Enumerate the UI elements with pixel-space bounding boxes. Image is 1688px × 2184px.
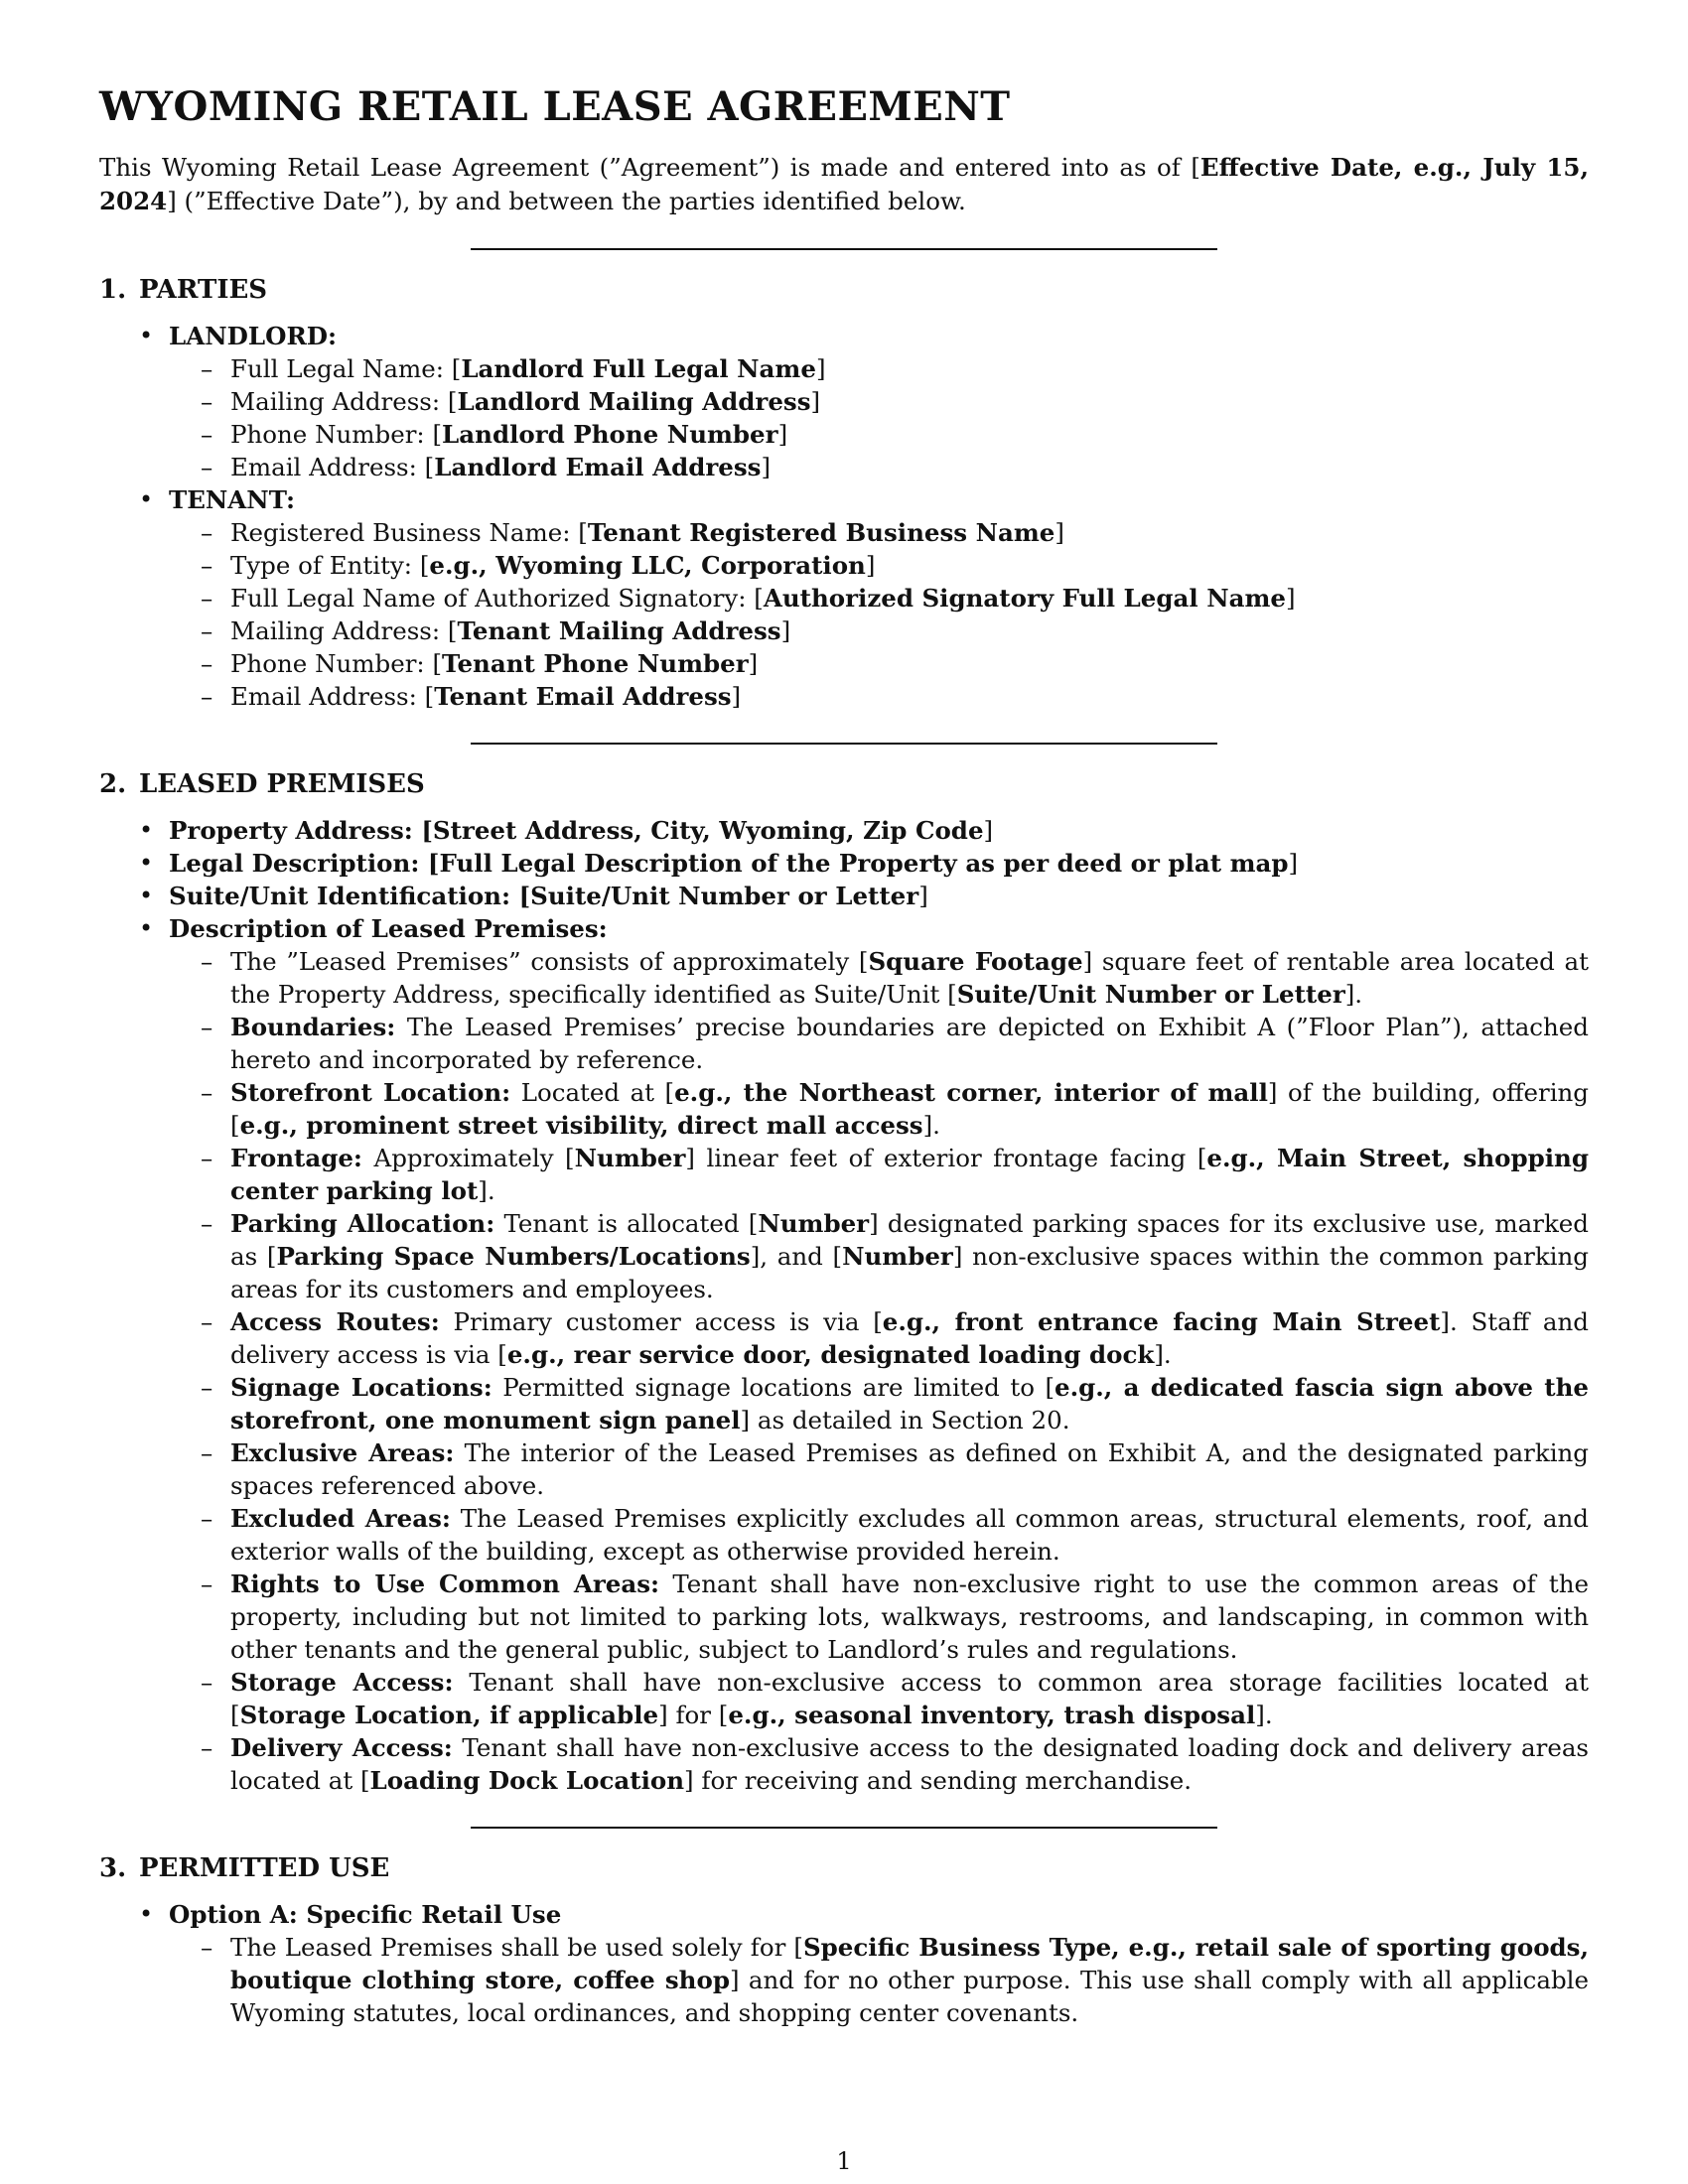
list-item	[201, 1731, 1589, 1797]
list-item	[201, 1142, 1589, 1207]
field-placeholder: Tenant Email Address	[434, 682, 732, 711]
tenant-item	[139, 483, 1589, 713]
list-item: – Phone Number: [Tenant Phone Number]	[201, 647, 1589, 680]
landlord-item	[139, 320, 1589, 483]
item-text: ] non-exclusive spaces within the common parking areas for its customers and employees.	[230, 1242, 1589, 1303]
item-placeholder: Loading Dock Location	[369, 1766, 685, 1795]
item-placeholder: e.g., seasonal inventory, trash disposal	[728, 1701, 1256, 1729]
list-item: – Full Legal Name of Authorized Signatory: [Authorized Signatory Full Legal Name]	[201, 582, 1589, 614]
item-text: Primary customer access is via [	[439, 1307, 883, 1336]
item-text: ].	[1344, 980, 1363, 1009]
intro-paragraph	[99, 151, 1589, 218]
option-a-label: Option A: Specific Retail Use	[169, 1900, 562, 1929]
item-label: Property Address:	[169, 816, 422, 845]
section-title: PARTIES	[139, 275, 268, 305]
item-text: The Leased Premises’ precise boundaries are depicted on Exhibit A (”Floor Plan”), attached hereto and incorporated by reference.	[230, 1013, 1589, 1074]
item-placeholder: Specific Business Type, e.g., retail sale of sporting goods, boutique clothing store, coffee shop	[230, 1933, 1589, 1994]
item-placeholder: Full Legal Description of the Property as per deed or plat map	[439, 849, 1289, 878]
list-item: – Mailing Address: [Landlord Mailing Address]	[201, 385, 1589, 418]
field-label: Phone Number:	[230, 420, 433, 449]
item-placeholder: Number	[574, 1144, 686, 1172]
item-text: ] designated parking spaces for its exclusive use, marked as [	[230, 1209, 1589, 1271]
item-placeholder: e.g., the Northeast corner, interior of mall	[674, 1078, 1268, 1107]
item-placeholder: Parking Space Numbers/Locations	[276, 1242, 751, 1271]
permitted-use-list	[99, 1898, 1589, 2029]
list-item	[201, 1568, 1589, 1666]
list-item	[201, 945, 1589, 1011]
list-item: – Registered Business Name: [Tenant Registered Business Name]	[201, 516, 1589, 549]
item-text: ].	[1255, 1701, 1273, 1729]
field-label: Mailing Address:	[230, 387, 448, 416]
item-label: Exclusive Areas:	[230, 1438, 455, 1467]
landlord-fields	[169, 352, 1589, 483]
description-item	[139, 912, 1589, 1797]
field-placeholder: Tenant Phone Number	[442, 649, 749, 678]
list-item: – Mailing Address: [Tenant Mailing Address]	[201, 614, 1589, 647]
item-text: ] of the building, offering [	[230, 1078, 1589, 1140]
item-text: ] for receiving and sending merchandise.	[684, 1766, 1193, 1795]
field-label: Email Address:	[230, 682, 425, 711]
item-text: The Leased Premises explicitly excludes all common areas, structural elements, roof, and exterior walls of the building, except as otherwise provided herein.	[230, 1504, 1589, 1566]
field-placeholder: Landlord Mailing Address	[457, 387, 811, 416]
list-item	[201, 1666, 1589, 1731]
field-placeholder: Tenant Mailing Address	[457, 616, 781, 645]
item-placeholder: Storage Location, if applicable	[239, 1701, 659, 1729]
item-label: Boundaries:	[230, 1013, 396, 1041]
item-text: Approximately [	[361, 1144, 575, 1172]
section-divider	[471, 1827, 1217, 1829]
item-placeholder: Square Footage	[868, 947, 1083, 976]
section-number: 3.	[99, 1853, 127, 1883]
item-label: Signage Locations:	[230, 1373, 492, 1402]
item-placeholder: Suite/Unit Number or Letter	[530, 882, 919, 910]
list-item: – Phone Number: [Landlord Phone Number]	[201, 418, 1589, 451]
field-placeholder: Landlord Phone Number	[442, 420, 778, 449]
item-label: Storage Access:	[230, 1668, 454, 1697]
document-page	[99, 85, 1589, 2029]
item-label: Legal Description:	[169, 849, 428, 878]
list-item: – Type of Entity: [e.g., Wyoming LLC, Corporation]	[201, 549, 1589, 582]
item-text: ] and for no other purpose. This use shall comply with all applicable Wyoming statutes, local ordinances, and shopping center covenants.	[230, 1966, 1590, 2027]
item-text: ].	[478, 1176, 495, 1205]
item-text: The interior of the Leased Premises as defined on Exhibit A, and the designated parking spaces referenced above.	[230, 1438, 1589, 1500]
list-item	[201, 1502, 1589, 1568]
item-text: Tenant shall have non-exclusive access to common area storage facilities located at [	[230, 1668, 1589, 1729]
premises-list	[99, 814, 1589, 1797]
section-number: 2.	[99, 769, 127, 799]
item-text: ]. Staff and delivery access is via [	[230, 1307, 1589, 1369]
section-number: 1.	[99, 275, 127, 305]
field-placeholder: Tenant Registered Business Name	[587, 518, 1055, 547]
item-placeholder: e.g., prominent street visibility, direct mall access	[239, 1111, 923, 1140]
item-label: Access Routes:	[230, 1307, 440, 1336]
item-label: Frontage:	[230, 1144, 362, 1172]
item-text: ], and [	[750, 1242, 843, 1271]
field-label: Full Legal Name:	[230, 354, 452, 383]
section-divider	[471, 743, 1217, 745]
item-placeholder: e.g., Main Street, shopping center parking lot	[230, 1144, 1589, 1205]
item-placeholder: Number	[758, 1209, 870, 1238]
section-title: LEASED PREMISES	[139, 769, 425, 799]
item-label: Parking Allocation:	[230, 1209, 495, 1238]
item-text: ] as detailed in Section 20.	[740, 1406, 1070, 1434]
list-item	[201, 1011, 1589, 1076]
property-address-item: • Property Address: [Street Address, City, Wyoming, Zip Code]	[139, 814, 1589, 847]
document-title: WYOMING RETAIL LEASE AGREEMENT	[99, 83, 1011, 130]
item-text: Permitted signage locations are limited to [	[492, 1373, 1055, 1402]
list-item: – Email Address: [Landlord Email Address]	[201, 451, 1589, 483]
item-text: Located at [	[510, 1078, 675, 1107]
item-label: Rights to Use Common Areas:	[230, 1570, 660, 1598]
item-text: ] linear feet of exterior frontage facing [	[685, 1144, 1207, 1172]
effective-date-placeholder: Effective Date, e.g., July 15, 2024	[99, 153, 1589, 215]
intro-text: ] (”Effective Date”), by and between the parties identified below.	[167, 187, 966, 215]
list-item: – Full Legal Name: [Landlord Full Legal Name]	[201, 352, 1589, 385]
section-heading-parties	[99, 274, 1589, 306]
item-placeholder: Suite/Unit Number or Letter	[956, 980, 1345, 1009]
list-item	[201, 1207, 1589, 1305]
description-subitems	[169, 945, 1589, 1797]
item-placeholder: e.g., a dedicated fascia sign above the storefront, one monument sign panel	[230, 1373, 1589, 1434]
item-text: ].	[1154, 1340, 1172, 1369]
item-text: The Leased Premises shall be used solely for [	[230, 1933, 803, 1962]
intro-text: This Wyoming Retail Lease Agreement (”Agreement”) is made and entered into as of [	[99, 153, 1200, 182]
item-text: ] square feet of rentable area located at the Property Address, specifically identified as Suite/Unit [	[230, 947, 1589, 1009]
tenant-fields	[169, 516, 1589, 713]
item-text: Tenant shall have non-exclusive right to use the common areas of the property, including but not limited to parking lots, walkways, restrooms, and landscaping, in common with other tenants and the general public, subject to Landlord’s rules and regulations.	[230, 1570, 1590, 1664]
item-text: Tenant is allocated [	[494, 1209, 759, 1238]
description-label: Description of Leased Premises:	[169, 914, 608, 943]
section-divider	[471, 248, 1217, 250]
field-placeholder: Authorized Signatory Full Legal Name	[763, 584, 1286, 613]
item-placeholder: e.g., front entrance facing Main Street	[882, 1307, 1441, 1336]
option-a-item	[139, 1898, 1589, 2029]
item-placeholder: e.g., rear service door, designated loading dock	[506, 1340, 1155, 1369]
list-item	[201, 1436, 1589, 1502]
field-label: Full Legal Name of Authorized Signatory:	[230, 584, 755, 613]
section-heading-permitted-use	[99, 1852, 1589, 1884]
list-item	[201, 1076, 1589, 1142]
field-placeholder: e.g., Wyoming LLC, Corporation	[429, 551, 866, 580]
field-placeholder: Landlord Email Address	[434, 453, 762, 481]
field-label: Mailing Address:	[230, 616, 448, 645]
item-label: Delivery Access:	[230, 1733, 453, 1762]
item-placeholder: Street Address, City, Wyoming, Zip Code	[432, 816, 984, 845]
item-text: ] for [	[658, 1701, 729, 1729]
field-label: Phone Number:	[230, 649, 433, 678]
option-a-subitems	[169, 1931, 1589, 2029]
item-label: Storefront Location:	[230, 1078, 511, 1107]
field-placeholder: Landlord Full Legal Name	[461, 354, 816, 383]
list-item	[201, 1931, 1589, 2029]
landlord-label: LANDLORD:	[169, 322, 338, 350]
item-text: The ”Leased Premises” consists of approximately [	[230, 947, 869, 976]
page-number: 1	[836, 2147, 852, 2175]
list-item	[201, 1371, 1589, 1436]
field-label: Registered Business Name:	[230, 518, 579, 547]
section-title: PERMITTED USE	[139, 1853, 390, 1883]
field-label: Type of Entity:	[230, 551, 420, 580]
item-text: ].	[922, 1111, 940, 1140]
item-label: Suite/Unit Identification:	[169, 882, 519, 910]
legal-description-item: • Legal Description: [Full Legal Description of the Property as per deed or plat map]	[139, 847, 1589, 880]
item-label: Excluded Areas:	[230, 1504, 451, 1533]
field-label: Email Address:	[230, 453, 425, 481]
section-heading-premises	[99, 768, 1589, 800]
list-item: – Email Address: [Tenant Email Address]	[201, 680, 1589, 713]
parties-list	[99, 320, 1589, 713]
list-item	[201, 1305, 1589, 1371]
tenant-label: TENANT:	[169, 485, 296, 514]
item-text: Tenant shall have non-exclusive access to the designated loading dock and delivery areas located at [	[230, 1733, 1589, 1795]
item-placeholder: Number	[842, 1242, 953, 1271]
suite-id-item: • Suite/Unit Identification: [Suite/Unit Number or Letter]	[139, 880, 1589, 912]
